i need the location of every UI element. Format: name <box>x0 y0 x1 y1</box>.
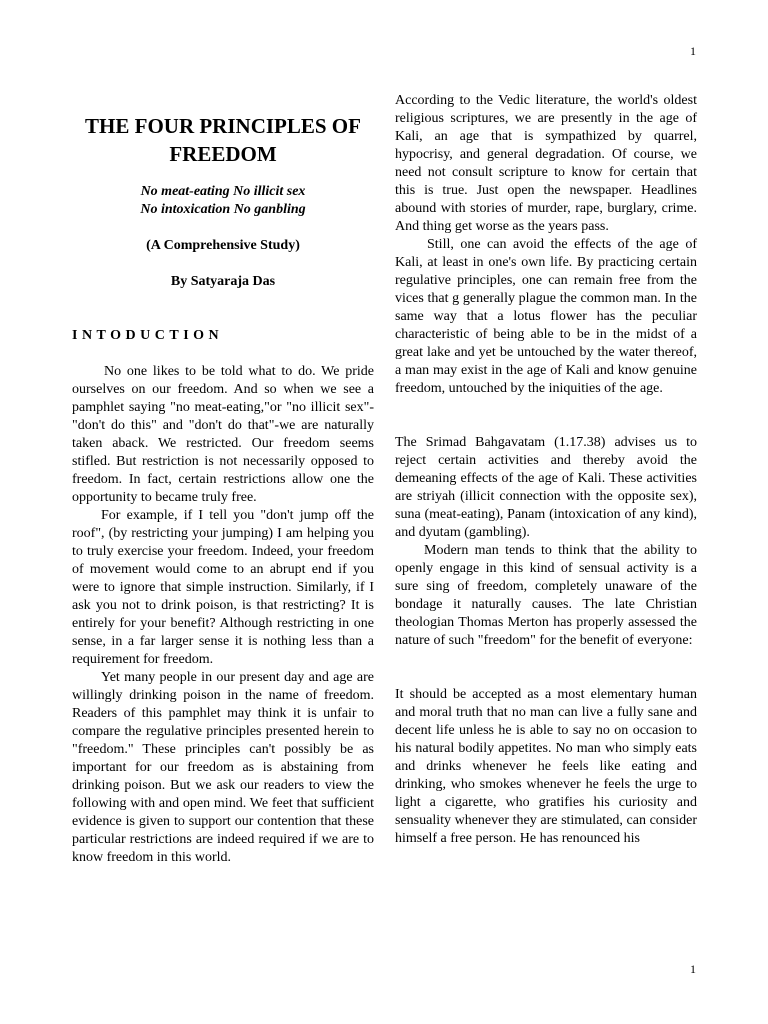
paragraph: For example, if I tell you "don't jump off the roof", (by restricting your jumping) I am helping you to truly exercise your freedom. Indeed, your freedom of movement would come to an abrupt end if you were to ignore that simple instruction. Similarly, if I ask you not to drink poison, is that restricting? It is entirely for your benefit? Although restricting in one sense, in a far larger sense it is nothing less than a requirement for freedom. <box>72 508 374 667</box>
paragraph: The Srimad Bahgavatam (1.17.38) advises us to reject certain activities and thereby avoid the demeaning effects of the age of Kali. These activities are striyah (illicit connection with the opposite sex), suna (meat-eating), Panam (intoxication of any kind), and dyutam (gambling). <box>395 435 697 540</box>
paragraph: No one likes to be told what to do. We pride ourselves on our freedom. And so when we see a pamphlet saying "no meat-eating,"or "no illicit sex"-"don't do this" and "don't do that"-we are naturally taken aback. We restricted. Our freedom seems stifled. But restriction is not necessarily opposed to freedom. In fact, certain restrictions allow one the opportunity to became truly free. <box>72 364 374 505</box>
page-number-bottom: 1 <box>690 962 696 976</box>
author-byline: By Satyaraja Das <box>170 274 276 289</box>
subtitle <box>72 183 374 219</box>
paragraph: Modern man tends to think that the ability to openly engage in this kind of sensual activity is a sure sing of freedom, completely unaware of the bondage it naturally causes. The late Christian theologian Thomas Merton has properly assessed the nature of such "freedom" for the benefit of everyone: <box>395 543 697 648</box>
left-column <box>72 112 374 867</box>
paragraph: According to the Vedic literature, the world's oldest religious scriptures, we are presently in the age of Kali, an age that is sympathized by quarrel, hypocrisy, and general degradation. Of course, we need not consult scripture to know for certain that this is true. Just open the newspaper. Headlines abound with stories of murder, rape, burglary, crime. And thing get worse as the years pass. <box>395 93 697 234</box>
document-title: THE FOUR PRINCIPLES OF FREEDOM <box>85 114 361 166</box>
paragraph: Yet many people in our present day and age are willingly drinking poison in the name of freedom. Readers of this pamphlet may think it is unfair to compare the regulative principles presented herein to "freedom." These principles can't possibly be as important for our freedom as is abstaining from drinking poison. But we ask our readers to view the following with and open mind. We feet that sufficient evidence is given to support our contention that these particular restrictions are indeed required if we are to know freedom in this world. <box>72 670 374 865</box>
right-column <box>395 92 697 848</box>
section-heading: INTODUCTION <box>72 328 224 343</box>
page-number-top: 1 <box>690 44 696 58</box>
study-label: (A Comprehensive Study) <box>146 238 300 253</box>
paragraph: Still, one can avoid the effects of the age of Kali, at least in one's own life. By practicing certain regulative principles, one can remain free from the vices that g generally plague the common man. In the same way that a lotus flower has the peculiar characteristic of being able to be in the midst of a great lake and yet be untouched by the water thereof, a man may exist in the age of Kali and know genuine freedom, untouched by the iniquities of the age. <box>395 237 697 396</box>
subtitle-line-1: No meat-eating No illicit sex <box>140 184 306 199</box>
subtitle-line-2: No intoxication No ganbling <box>140 202 306 217</box>
quotation-paragraph: It should be accepted as a most elementary human and moral truth that no man can live a fully sane and decent life unless he is able to say no on occasion to his natural bodily appetites. No man who simply eats and drinks whenever he feels like eating and drinking, who smokes whenever he feels the urge to light a cigarette, who gratifies his curiosity and sensuality whenever they are stimulated, can consider himself a free person. He has renounced his <box>395 687 697 846</box>
